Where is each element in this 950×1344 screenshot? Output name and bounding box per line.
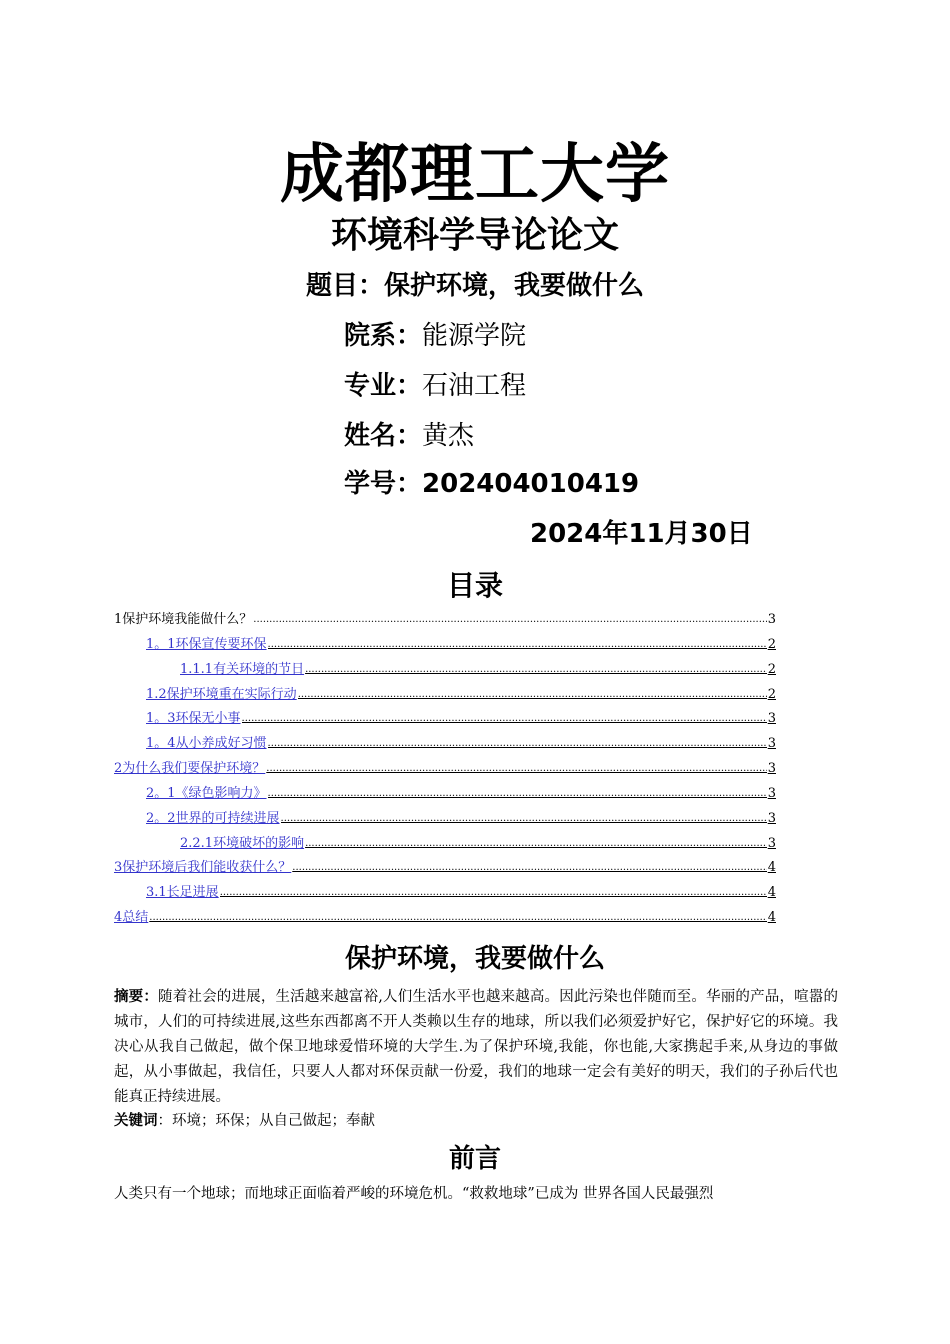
- info-label: 专业：: [344, 371, 423, 401]
- toc-entry-text[interactable]: 1。3环保无小事: [146, 711, 241, 727]
- submission-date: 2024年11月30日: [530, 519, 753, 549]
- toc-entry[interactable]: [114, 782, 776, 807]
- toc-leader: [266, 757, 766, 782]
- abstract-paragraph: [114, 984, 838, 1110]
- toc-entry-text[interactable]: 3.1长足进展: [146, 885, 219, 901]
- toc-page-number: 3: [767, 761, 776, 777]
- toc-leader: [281, 807, 767, 832]
- toc-leader: [292, 856, 766, 881]
- toc-page-number: 2: [767, 636, 776, 652]
- info-value: 石油工程: [422, 371, 527, 401]
- info-major: [344, 368, 526, 404]
- info-name: [344, 418, 474, 454]
- toc-leader: [305, 832, 767, 857]
- toc-title: 目录: [446, 569, 503, 602]
- toc-leader: [268, 732, 767, 757]
- university-title: 成都理工大学: [280, 138, 670, 212]
- toc-entry-text[interactable]: 1。1环保宣传要环保: [146, 636, 267, 652]
- info-label: 姓名：: [344, 421, 423, 451]
- toc-entry[interactable]: [114, 658, 776, 683]
- toc-entry[interactable]: [114, 608, 776, 633]
- info-label: 院系：: [344, 321, 423, 351]
- toc-page-number: 3: [767, 711, 776, 727]
- toc-page-number: 4: [767, 860, 776, 876]
- keywords-label: 关键词: [114, 1112, 158, 1129]
- keywords-paragraph: [114, 1108, 838, 1134]
- toc-page-number: 2: [767, 661, 776, 677]
- info-value: 202404010419: [422, 469, 640, 499]
- toc-leader: [298, 683, 767, 708]
- toc-entry-text[interactable]: 4总结: [114, 910, 149, 926]
- toc-page-number: 4: [767, 910, 776, 926]
- table-of-contents: [114, 608, 776, 931]
- preface-title: 前言: [448, 1144, 501, 1174]
- toc-page-number: 2: [767, 686, 776, 702]
- toc-entry-text[interactable]: 2为什么我们要保护环境？: [114, 761, 266, 777]
- toc-leader: [220, 881, 767, 906]
- toc-leader: [149, 906, 766, 931]
- toc-entry[interactable]: [114, 683, 776, 708]
- toc-entry-text[interactable]: 2。2世界的可持续进展: [146, 810, 280, 826]
- toc-leader: [268, 633, 767, 658]
- toc-entry[interactable]: [114, 881, 776, 906]
- toc-entry-text[interactable]: 2。1《绿色影响力》: [146, 785, 267, 801]
- toc-page-number: 3: [767, 612, 776, 627]
- toc-entry[interactable]: [114, 807, 776, 832]
- toc-entry-text[interactable]: 1.1.1有关环境的节日: [180, 661, 305, 677]
- info-student-id: [344, 466, 639, 502]
- toc-leader: [305, 658, 767, 683]
- abstract-label: 摘要：: [114, 988, 159, 1005]
- preface-paragraph: 人类只有一个地球；而地球正面临着严峻的环境危机。“救救地球”已成为 世界各国人民最强烈: [114, 1186, 714, 1202]
- toc-entry[interactable]: [114, 757, 776, 782]
- abstract-text: 随着社会的进展，生活越来越富裕,人们生活水平也越来越高。因此污染也伴随而至。华丽的产品，喧嚣的城市，人们的可持续进展,这些东西都离不开人类赖以生存的地球，所以我们必须爱护好它，保护好它的环境。我决心从我自己做起，做个保卫地球爱惜环境的大学生.为了保护环境,我能，你也能,大家携起手来,从身边的事做起，从小事做起，我信任，只要人人都对环保贡献一份爱，我们的地球一定会有美好的明天，我们的子孙后代也能真正持续进展。: [114, 989, 838, 1105]
- toc-entry-text: 1保护环境我能做什么？: [114, 612, 253, 627]
- info-label: 学号：: [344, 469, 423, 499]
- info-value: 能源学院: [422, 321, 527, 351]
- toc-entry[interactable]: [114, 707, 776, 732]
- toc-entry[interactable]: [114, 732, 776, 757]
- toc-entry[interactable]: [114, 856, 776, 881]
- paper-subtitle: 环境科学导论论文: [330, 215, 619, 256]
- toc-entry-text[interactable]: 2.2.1环境破坏的影响: [180, 835, 305, 851]
- toc-entry-text[interactable]: 3保护环境后我们能收获什么？: [114, 860, 292, 876]
- toc-entry[interactable]: [114, 633, 776, 658]
- toc-entry[interactable]: [114, 832, 776, 857]
- toc-leader: [268, 782, 767, 807]
- article-title: 保护环境，我要做什么: [344, 944, 605, 974]
- paper-topic: 题目：保护环境，我要做什么: [305, 271, 644, 301]
- toc-entry-text[interactable]: 1.2保护环境重在实际行动: [146, 686, 297, 702]
- toc-page-number: 3: [767, 835, 776, 851]
- toc-leader: [242, 707, 767, 732]
- toc-page-number: 3: [767, 736, 776, 752]
- toc-page-number: 3: [767, 785, 776, 801]
- keywords-text: ：环境；环保；从自己做起；奉献: [157, 1113, 375, 1129]
- toc-page-number: 4: [767, 885, 776, 901]
- info-department: [344, 318, 526, 354]
- toc-leader: [253, 608, 766, 633]
- toc-entry-text[interactable]: 1。4从小养成好习惯: [146, 736, 267, 752]
- toc-entry[interactable]: [114, 906, 776, 931]
- toc-page-number: 3: [767, 810, 776, 826]
- info-value: 黄杰: [422, 421, 475, 451]
